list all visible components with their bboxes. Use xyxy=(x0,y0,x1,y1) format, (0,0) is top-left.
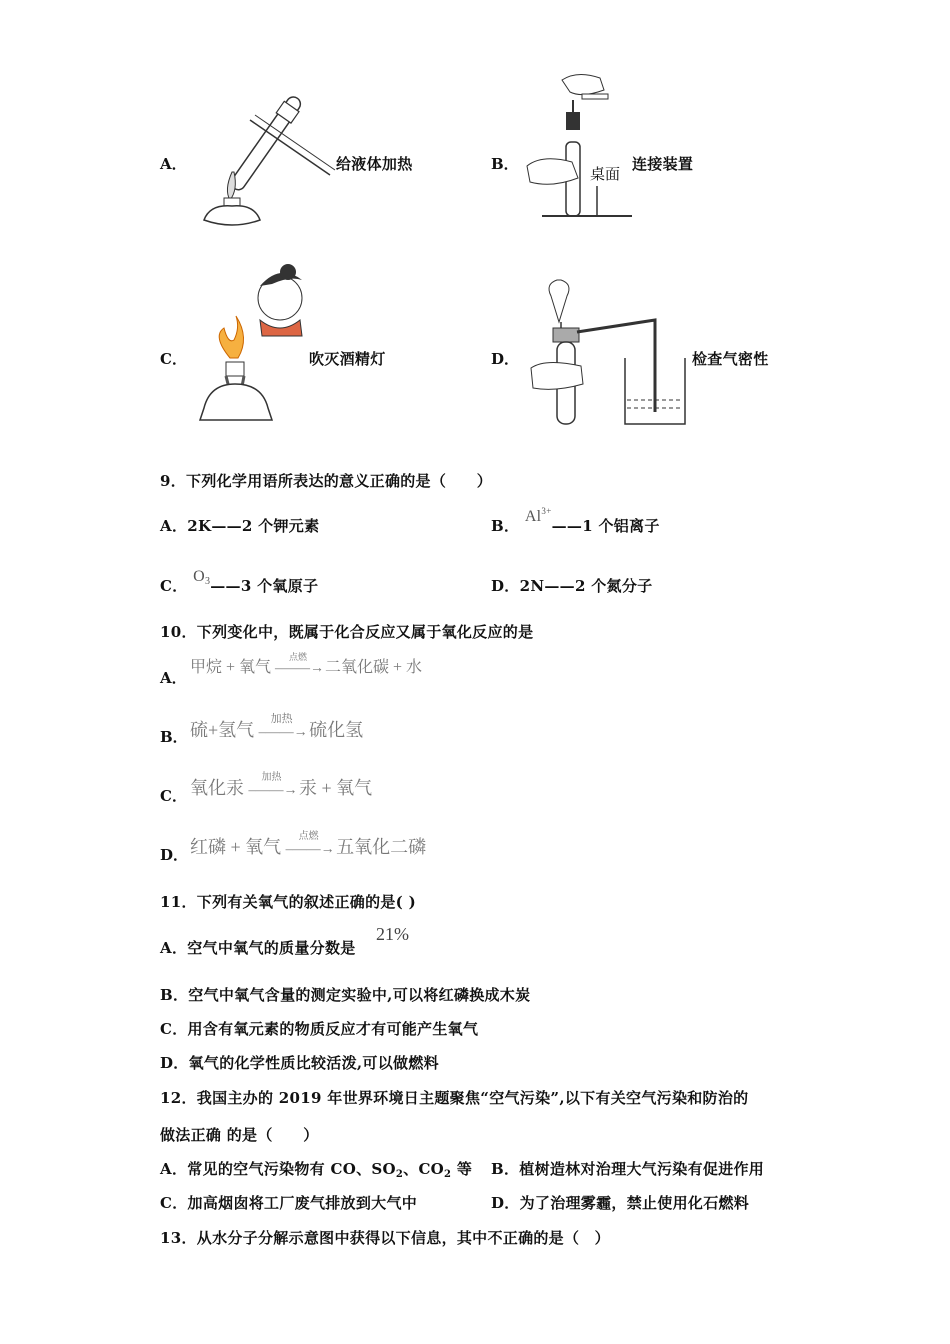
q10-c-products: 汞 + 氧气 xyxy=(299,778,373,798)
q10-option-b-label: B． xyxy=(160,728,188,746)
q8-option-c-label: C． xyxy=(160,350,187,368)
q10-option-d-label: D． xyxy=(160,846,189,864)
q10-a-products: 二氧化碳 + 水 xyxy=(325,659,423,676)
q12-a-subscript-1: 2 xyxy=(395,1169,404,1180)
q10-option-c-equation xyxy=(190,774,372,800)
q10-option-a-equation xyxy=(190,654,422,677)
connect-apparatus-figure xyxy=(522,70,632,230)
reaction-condition: 点燃 xyxy=(298,831,319,842)
q8-option-a-caption: 给液体加热 xyxy=(336,155,413,173)
q9-option-c xyxy=(160,568,319,597)
reaction-arrow: 加热 –――→ xyxy=(259,720,305,741)
q10-option-a-label: A． xyxy=(160,669,187,687)
q11-option-c: C．用含有氧元素的物质反应才有可能产生氧气 xyxy=(160,1020,479,1038)
q10-option-b-equation xyxy=(190,713,364,742)
reaction-arrow: 加热 –――→ xyxy=(249,778,295,799)
ozone-symbol: O xyxy=(193,568,205,585)
aluminum-symbol: Al xyxy=(524,508,542,525)
q8-option-a-label: A． xyxy=(160,155,187,173)
q13-stem: 13．从水分子分解示意图中获得以下信息，其中不正确的是（ ） xyxy=(160,1229,610,1247)
q9-option-a-label: A． xyxy=(160,517,188,535)
q12-stem-line1: 12．我国主办的 2019 年世界环境日主题聚焦“空气污染”,以下有关空气污染和防治的 xyxy=(160,1089,749,1107)
heating-liquid-figure xyxy=(190,80,340,230)
q12-stem-line2: 做法正确 的是（ ） xyxy=(160,1126,319,1144)
q9-option-c-text: ——3 个氧原子 xyxy=(210,577,319,595)
ozone-subscript: 3 xyxy=(204,576,211,587)
q11-option-b: B．空气中氧气含量的测定实验中,可以将红磷换成木炭 xyxy=(160,986,531,1004)
reaction-arrow: 点燃 –――→ xyxy=(275,652,325,676)
q10-d-reactants: 红磷 + 氧气 xyxy=(190,837,282,857)
q12-option-b: B．植树造林对治理大气污染有促进作用 xyxy=(491,1160,765,1178)
q8-option-d-caption: 检查气密性 xyxy=(692,350,769,368)
q11-option-a: A．空气中氧气的质量分数是 xyxy=(160,939,356,957)
q10-b-products: 硫化氢 xyxy=(309,720,364,740)
table-surface-annotation: 桌面 xyxy=(590,165,621,183)
q10-a-reactants: 甲烷 + 氧气 xyxy=(190,659,272,676)
q9-option-c-label: C． xyxy=(160,577,188,595)
q8-option-b-caption: 连接装置 xyxy=(632,155,694,173)
reaction-arrow: 点燃 –――→ xyxy=(286,837,332,858)
aluminum-charge: 3+ xyxy=(541,506,552,516)
q10-option-d-equation xyxy=(190,833,426,859)
q12-option-d: D．为了治理雾霾，禁止使用化石燃料 xyxy=(491,1194,750,1212)
q11-option-d: D．氧气的化学性质比较活泼,可以做燃料 xyxy=(160,1054,439,1072)
q12-option-a xyxy=(160,1158,472,1180)
reaction-condition: 点燃 xyxy=(289,652,308,662)
q10-b-reactants: 硫+氢气 xyxy=(190,720,255,740)
q9-option-d-text: 2N——2 个氮分子 xyxy=(519,577,653,595)
blow-out-lamp-figure xyxy=(190,258,310,428)
q9-option-b-text: ——1 个铝离子 xyxy=(551,517,660,535)
q9-option-c-formula xyxy=(193,568,210,585)
q9-option-a-text: 2K——2 个钾元素 xyxy=(187,517,320,535)
reaction-condition: 加热 xyxy=(261,772,282,783)
q11-option-a-value: 21% xyxy=(376,924,409,944)
q9-stem: 9．下列化学用语所表达的意义正确的是（ ） xyxy=(160,472,493,490)
q12-option-c: C．加高烟囱将工厂废气排放到大气中 xyxy=(160,1194,418,1212)
q10-option-c-label: C． xyxy=(160,787,187,805)
q12-a-text-3: 等 xyxy=(451,1160,473,1178)
q8-option-c-caption: 吹灭酒精灯 xyxy=(309,350,386,368)
q12-a-text-2: 、CO xyxy=(403,1160,445,1178)
q9-option-d-label: D． xyxy=(491,577,520,595)
q9-option-b-label: B． xyxy=(491,517,520,535)
q10-c-reactants: 氧化汞 xyxy=(190,778,244,798)
q9-option-d xyxy=(491,575,652,596)
q9-option-b xyxy=(491,506,660,536)
reaction-condition: 加热 xyxy=(270,713,293,725)
airtightness-check-figure xyxy=(525,272,690,432)
q10-d-products: 五氧化二磷 xyxy=(336,837,427,857)
q8-option-d-label: D． xyxy=(491,350,520,368)
q12-a-subscript-2: 2 xyxy=(444,1169,452,1180)
q11-stem: 11．下列有关氧气的叙述正确的是( ) xyxy=(160,893,416,911)
q9-option-b-formula xyxy=(525,508,552,525)
q8-option-b-label: B． xyxy=(491,155,519,173)
q12-a-text-1: A．常见的空气污染物有 CO、SO xyxy=(160,1160,396,1178)
q10-stem: 10．下列变化中，既属于化合反应又属于氧化反应的是 xyxy=(160,623,534,641)
q9-option-a xyxy=(160,515,319,536)
